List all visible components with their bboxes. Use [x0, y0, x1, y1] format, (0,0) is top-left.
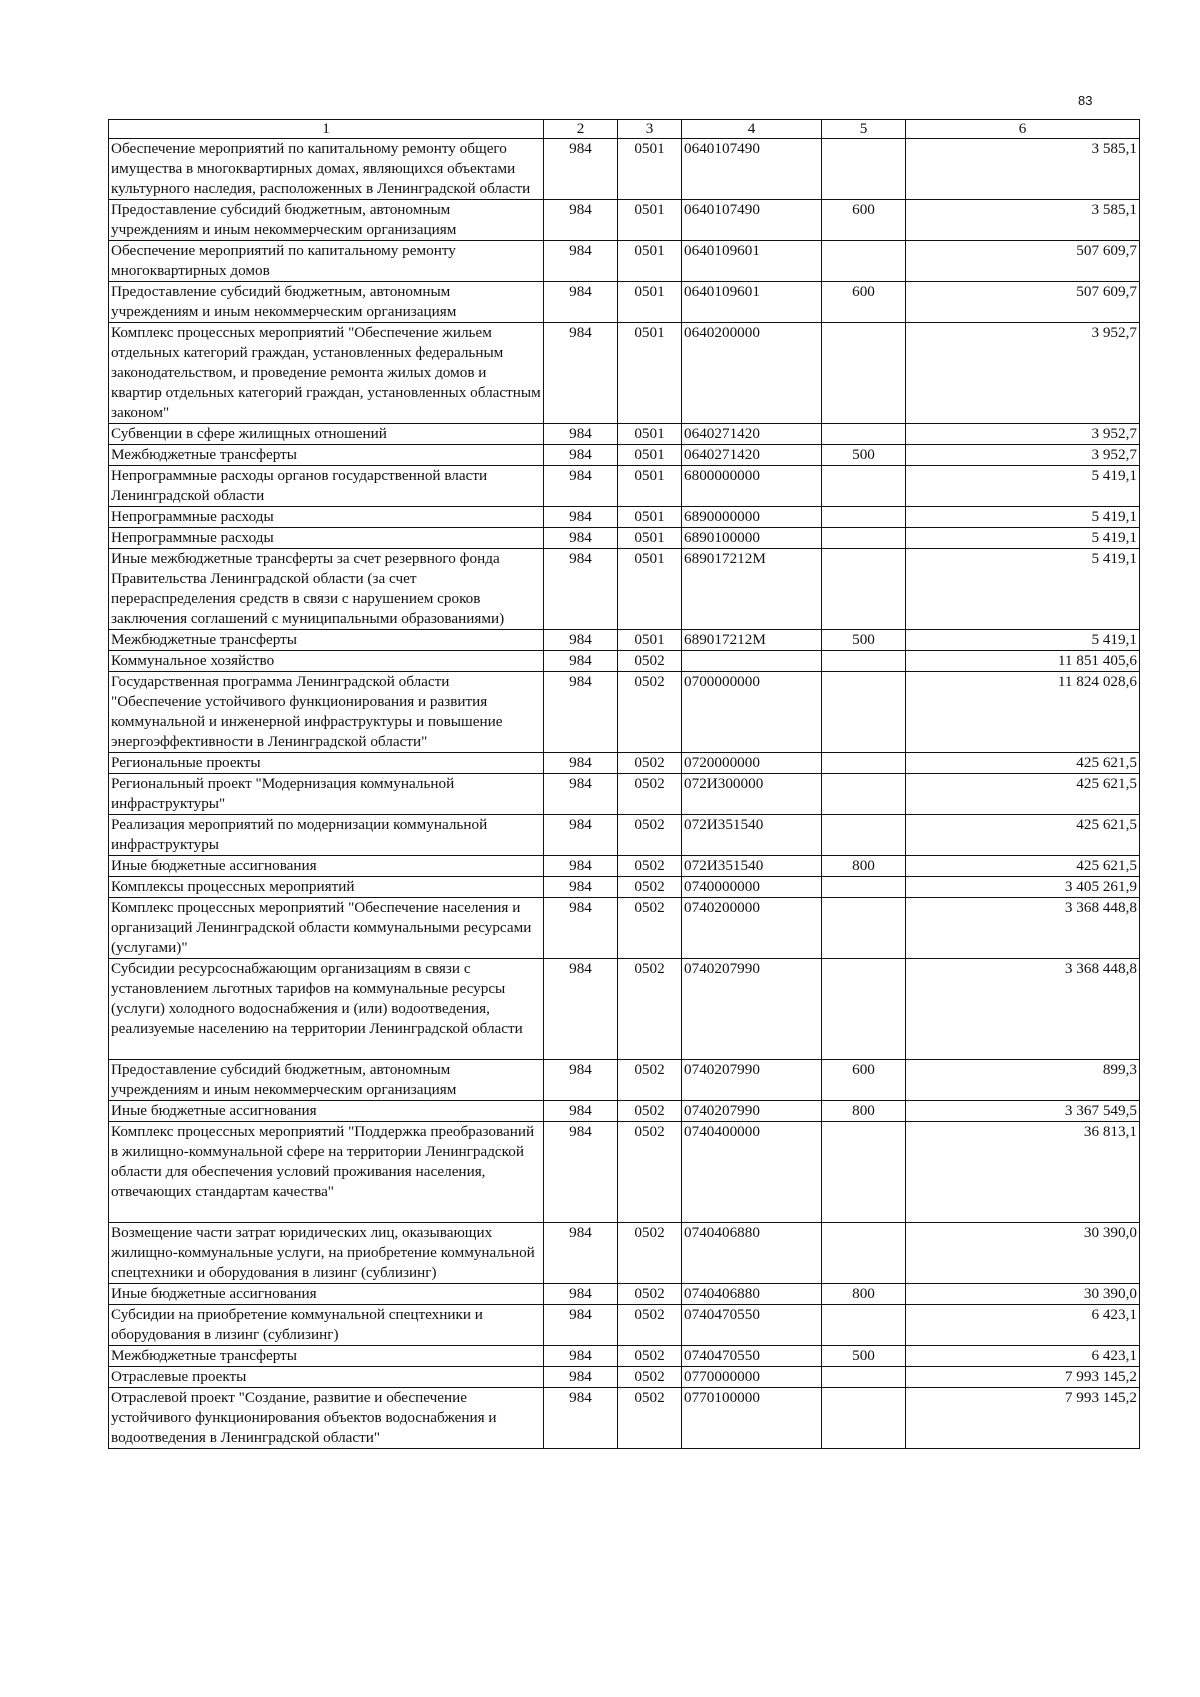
row-target-code: 0740207990 [682, 959, 822, 1060]
row-admin-code: 984 [544, 877, 618, 898]
table-row [109, 877, 1140, 898]
row-admin-code: 984 [544, 630, 618, 651]
table-row [109, 898, 1140, 959]
row-expense-type [822, 898, 906, 959]
table-row [109, 1367, 1140, 1388]
row-amount: 3 585,1 [906, 200, 1140, 241]
row-target-code: 0770000000 [682, 1367, 822, 1388]
table-row [109, 630, 1140, 651]
row-admin-code: 984 [544, 815, 618, 856]
table-row [109, 1388, 1140, 1449]
row-section-code: 0501 [618, 323, 682, 424]
row-amount: 5 419,1 [906, 507, 1140, 528]
row-target-code: 0640271420 [682, 424, 822, 445]
row-admin-code: 984 [544, 898, 618, 959]
row-name: Отраслевые проекты [109, 1367, 544, 1388]
table-row [109, 445, 1140, 466]
row-target-code: 6890000000 [682, 507, 822, 528]
row-admin-code: 984 [544, 1305, 618, 1346]
row-expense-type [822, 424, 906, 445]
row-target-code: 0740200000 [682, 898, 822, 959]
row-section-code: 0502 [618, 898, 682, 959]
row-admin-code: 984 [544, 528, 618, 549]
row-section-code: 0502 [618, 877, 682, 898]
row-expense-type: 500 [822, 1346, 906, 1367]
row-target-code: 0740207990 [682, 1101, 822, 1122]
row-amount: 3 368 448,8 [906, 898, 1140, 959]
table-row [109, 528, 1140, 549]
row-admin-code: 984 [544, 282, 618, 323]
row-target-code [682, 651, 822, 672]
row-target-code: 0640107490 [682, 200, 822, 241]
row-amount: 30 390,0 [906, 1284, 1140, 1305]
row-section-code: 0501 [618, 200, 682, 241]
row-admin-code: 984 [544, 424, 618, 445]
header-col-2: 2 [544, 120, 618, 139]
row-expense-type [822, 1388, 906, 1449]
row-section-code: 0502 [618, 1367, 682, 1388]
row-section-code: 0501 [618, 466, 682, 507]
row-admin-code: 984 [544, 1388, 618, 1449]
table-row [109, 466, 1140, 507]
row-admin-code: 984 [544, 1122, 618, 1223]
row-target-code: 0740207990 [682, 1060, 822, 1101]
row-amount: 425 621,5 [906, 815, 1140, 856]
row-name: Обеспечение мероприятий по капитальному ремонту общего имущества в многоквартирных домах, являющихся объектами культурного наследия, расположенных в Ленинградской области [109, 139, 544, 200]
row-section-code: 0502 [618, 672, 682, 753]
row-admin-code: 984 [544, 466, 618, 507]
row-admin-code: 984 [544, 241, 618, 282]
row-amount: 6 423,1 [906, 1346, 1140, 1367]
row-name: Иные бюджетные ассигнования [109, 1284, 544, 1305]
row-name: Иные бюджетные ассигнования [109, 1101, 544, 1122]
row-expense-type: 500 [822, 445, 906, 466]
row-name: Государственная программа Ленинградской области "Обеспечение устойчивого функционирования и развития коммунальной и инженерной инфраструктуры и повышение энергоэффективности в Ленинградской области" [109, 672, 544, 753]
row-expense-type [822, 528, 906, 549]
row-name: Комплекс процессных мероприятий "Обеспечение населения и организаций Ленинградской области коммунальными ресурсами (услугами)" [109, 898, 544, 959]
row-expense-type [822, 774, 906, 815]
row-target-code: 0740400000 [682, 1122, 822, 1223]
row-target-code: 689017212М [682, 549, 822, 630]
row-name: Непрограммные расходы [109, 528, 544, 549]
row-name: Коммунальное хозяйство [109, 651, 544, 672]
row-name: Комплексы процессных мероприятий [109, 877, 544, 898]
row-name: Региональные проекты [109, 753, 544, 774]
row-admin-code: 984 [544, 507, 618, 528]
header-col-6: 6 [906, 120, 1140, 139]
row-section-code: 0502 [618, 1305, 682, 1346]
row-amount: 3 405 261,9 [906, 877, 1140, 898]
row-expense-type [822, 651, 906, 672]
row-name: Возмещение части затрат юридических лиц, оказывающих жилищно-коммунальные услуги, на приобретение коммунальной спецтехники и оборудования в лизинг (сублизинг) [109, 1223, 544, 1284]
row-admin-code: 984 [544, 1060, 618, 1101]
row-expense-type: 500 [822, 630, 906, 651]
row-name: Предоставление субсидий бюджетным, автономным учреждениям и иным некоммерческим организациям [109, 282, 544, 323]
header-col-5: 5 [822, 120, 906, 139]
row-amount: 5 419,1 [906, 528, 1140, 549]
row-target-code: 0640200000 [682, 323, 822, 424]
row-section-code: 0501 [618, 424, 682, 445]
row-expense-type: 600 [822, 200, 906, 241]
row-expense-type [822, 1305, 906, 1346]
row-section-code: 0502 [618, 856, 682, 877]
row-admin-code: 984 [544, 959, 618, 1060]
budget-table [108, 119, 1140, 1449]
table-row [109, 507, 1140, 528]
row-target-code: 0720000000 [682, 753, 822, 774]
row-expense-type [822, 1223, 906, 1284]
row-target-code: 0740000000 [682, 877, 822, 898]
header-col-1: 1 [109, 120, 544, 139]
row-admin-code: 984 [544, 753, 618, 774]
row-section-code: 0501 [618, 630, 682, 651]
row-amount: 30 390,0 [906, 1223, 1140, 1284]
row-section-code: 0502 [618, 1101, 682, 1122]
table-row [109, 1284, 1140, 1305]
row-section-code: 0502 [618, 1223, 682, 1284]
table-row [109, 651, 1140, 672]
row-expense-type: 600 [822, 282, 906, 323]
table-row [109, 1346, 1140, 1367]
row-expense-type [822, 753, 906, 774]
row-expense-type [822, 323, 906, 424]
table-row [109, 1122, 1140, 1223]
row-target-code: 0640271420 [682, 445, 822, 466]
row-expense-type [822, 815, 906, 856]
table-row [109, 1223, 1140, 1284]
row-section-code: 0502 [618, 1388, 682, 1449]
table-body [109, 139, 1140, 1449]
row-admin-code: 984 [544, 1101, 618, 1122]
row-admin-code: 984 [544, 200, 618, 241]
table-row [109, 241, 1140, 282]
row-admin-code: 984 [544, 1367, 618, 1388]
row-section-code: 0501 [618, 241, 682, 282]
row-section-code: 0502 [618, 959, 682, 1060]
row-amount: 899,3 [906, 1060, 1140, 1101]
row-section-code: 0501 [618, 549, 682, 630]
row-name: Обеспечение мероприятий по капитальному ремонту многоквартирных домов [109, 241, 544, 282]
row-name: Непрограммные расходы [109, 507, 544, 528]
row-target-code: 0740406880 [682, 1223, 822, 1284]
row-target-code: 0640109601 [682, 282, 822, 323]
row-section-code: 0501 [618, 282, 682, 323]
row-amount: 36 813,1 [906, 1122, 1140, 1223]
table-row [109, 856, 1140, 877]
row-name: Непрограммные расходы органов государственной власти Ленинградской области [109, 466, 544, 507]
row-section-code: 0502 [618, 774, 682, 815]
table-row [109, 1060, 1140, 1101]
row-name: Субвенции в сфере жилищных отношений [109, 424, 544, 445]
row-expense-type: 800 [822, 1284, 906, 1305]
row-amount: 7 993 145,2 [906, 1367, 1140, 1388]
row-name: Иные бюджетные ассигнования [109, 856, 544, 877]
row-amount: 5 419,1 [906, 466, 1140, 507]
row-admin-code: 984 [544, 856, 618, 877]
row-expense-type [822, 959, 906, 1060]
row-name: Отраслевой проект "Создание, развитие и обеспечение устойчивого функционирования объектов водоснабжения и водоотведения в Ленинградской области" [109, 1388, 544, 1449]
row-name: Реализация мероприятий по модернизации коммунальной инфраструктуры [109, 815, 544, 856]
row-section-code: 0502 [618, 1060, 682, 1101]
table-header-row [109, 120, 1140, 139]
row-target-code: 0640109601 [682, 241, 822, 282]
page-number: 83 [1078, 93, 1093, 108]
row-amount: 507 609,7 [906, 241, 1140, 282]
row-admin-code: 984 [544, 774, 618, 815]
row-expense-type [822, 1367, 906, 1388]
row-target-code: 072И351540 [682, 815, 822, 856]
row-expense-type [822, 672, 906, 753]
row-target-code: 6890100000 [682, 528, 822, 549]
row-section-code: 0502 [618, 1346, 682, 1367]
row-expense-type [822, 241, 906, 282]
row-amount: 6 423,1 [906, 1305, 1140, 1346]
row-section-code: 0501 [618, 528, 682, 549]
table-row [109, 200, 1140, 241]
row-name: Предоставление субсидий бюджетным, автономным учреждениям и иным некоммерческим организациям [109, 200, 544, 241]
row-target-code: 0700000000 [682, 672, 822, 753]
row-expense-type: 800 [822, 856, 906, 877]
row-name: Субсидии на приобретение коммунальной спецтехники и оборудования в лизинг (сублизинг) [109, 1305, 544, 1346]
row-amount: 3 952,7 [906, 323, 1140, 424]
row-section-code: 0502 [618, 1284, 682, 1305]
row-admin-code: 984 [544, 672, 618, 753]
row-expense-type [822, 466, 906, 507]
row-admin-code: 984 [544, 1346, 618, 1367]
row-admin-code: 984 [544, 651, 618, 672]
row-admin-code: 984 [544, 1284, 618, 1305]
row-target-code: 0740406880 [682, 1284, 822, 1305]
row-section-code: 0501 [618, 507, 682, 528]
row-target-code: 0740470550 [682, 1305, 822, 1346]
row-name: Предоставление субсидий бюджетным, автономным учреждениям и иным некоммерческим организациям [109, 1060, 544, 1101]
table-row [109, 1101, 1140, 1122]
row-target-code: 0770100000 [682, 1388, 822, 1449]
row-amount: 3 368 448,8 [906, 959, 1140, 1060]
table-row [109, 672, 1140, 753]
row-admin-code: 984 [544, 323, 618, 424]
row-amount: 507 609,7 [906, 282, 1140, 323]
table-row [109, 1305, 1140, 1346]
row-target-code: 072И300000 [682, 774, 822, 815]
row-expense-type [822, 877, 906, 898]
table-row [109, 815, 1140, 856]
row-admin-code: 984 [544, 445, 618, 466]
row-admin-code: 984 [544, 549, 618, 630]
row-target-code: 072И351540 [682, 856, 822, 877]
row-amount: 11 851 405,6 [906, 651, 1140, 672]
row-amount: 3 952,7 [906, 445, 1140, 466]
row-amount: 425 621,5 [906, 856, 1140, 877]
row-amount: 5 419,1 [906, 549, 1140, 630]
table-row [109, 753, 1140, 774]
header-col-3: 3 [618, 120, 682, 139]
row-amount: 11 824 028,6 [906, 672, 1140, 753]
row-amount: 425 621,5 [906, 774, 1140, 815]
row-target-code: 6800000000 [682, 466, 822, 507]
row-amount: 7 993 145,2 [906, 1388, 1140, 1449]
row-expense-type [822, 1122, 906, 1223]
row-name: Комплекс процессных мероприятий "Поддержка преобразований в жилищно-коммунальной сфере на территории Ленинградской области для обеспечения условий проживания населения, отвечающих стандартам качества" [109, 1122, 544, 1223]
row-amount: 425 621,5 [906, 753, 1140, 774]
table-row [109, 139, 1140, 200]
table-row [109, 424, 1140, 445]
row-target-code: 689017212М [682, 630, 822, 651]
row-name: Межбюджетные трансферты [109, 445, 544, 466]
row-amount: 3 585,1 [906, 139, 1140, 200]
row-expense-type: 600 [822, 1060, 906, 1101]
row-expense-type [822, 549, 906, 630]
row-expense-type [822, 139, 906, 200]
row-section-code: 0501 [618, 139, 682, 200]
header-col-4: 4 [682, 120, 822, 139]
row-name: Субсидии ресурсоснабжающим организациям в связи с установлением льготных тарифов на коммунальные ресурсы (услуги) холодного водоснабжения и (или) водоотведения, реализуемые населению на территории Ленинградской области [109, 959, 544, 1060]
table-row [109, 323, 1140, 424]
row-name: Иные межбюджетные трансферты за счет резервного фонда Правительства Ленинградской области (за счет перераспределения средств в связи с нарушением сроков заключения соглашений с муниципальными образованиями) [109, 549, 544, 630]
row-section-code: 0502 [618, 753, 682, 774]
table-row [109, 959, 1140, 1060]
row-name: Межбюджетные трансферты [109, 630, 544, 651]
row-name: Межбюджетные трансферты [109, 1346, 544, 1367]
table-row [109, 282, 1140, 323]
row-expense-type [822, 507, 906, 528]
row-section-code: 0502 [618, 651, 682, 672]
row-amount: 3 952,7 [906, 424, 1140, 445]
row-name: Комплекс процессных мероприятий "Обеспечение жильем отдельных категорий граждан, установленных федеральным законодательством, и проведение ремонта жилых домов и квартир отдельных категорий граждан, установленных областным законом" [109, 323, 544, 424]
row-admin-code: 984 [544, 1223, 618, 1284]
row-section-code: 0501 [618, 445, 682, 466]
row-expense-type: 800 [822, 1101, 906, 1122]
row-target-code: 0640107490 [682, 139, 822, 200]
row-target-code: 0740470550 [682, 1346, 822, 1367]
row-admin-code: 984 [544, 139, 618, 200]
table-row [109, 549, 1140, 630]
row-amount: 3 367 549,5 [906, 1101, 1140, 1122]
row-section-code: 0502 [618, 815, 682, 856]
row-section-code: 0502 [618, 1122, 682, 1223]
row-name: Региональный проект "Модернизация коммунальной инфраструктуры" [109, 774, 544, 815]
table-row [109, 774, 1140, 815]
row-amount: 5 419,1 [906, 630, 1140, 651]
